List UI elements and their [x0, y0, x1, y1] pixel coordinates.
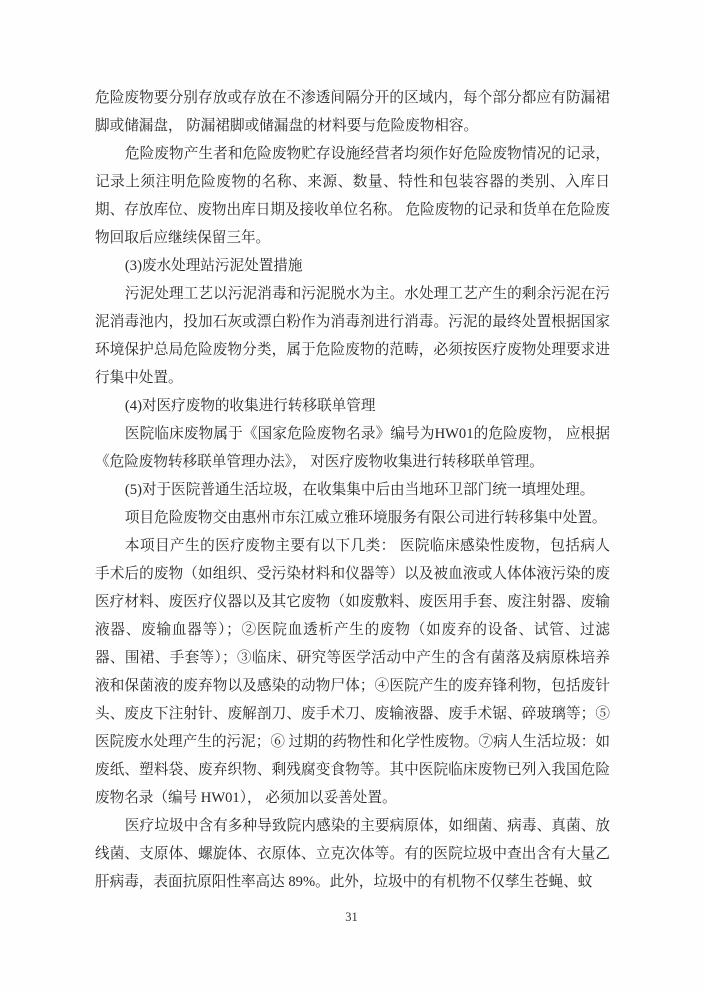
heading-sludge-disposal: (3)废水处理站污泥处置措施: [124, 258, 303, 274]
paragraph-domestic-garbage: (5)对于医院普通生活垃圾，在收集集中后由当地环卫部门统一填埋处理。: [124, 482, 595, 498]
paragraph-sludge-treatment: 污泥处理工艺以污泥消毒和污泥脱水为主。水处理工艺产生的剩余污泥在污泥消毒池内，投加石灰或漂白粉作为消毒剂进行消毒。污泥的最终处置根据国家环境保护总局危险废物分类，属于危险废物的范畴，必须按医疗废物处理要求进行集中处置。: [95, 286, 610, 386]
paragraph-record-keeping: 危险废物产生者和危险废物贮存设施经营者均须作好危险废物情况的记录，记录上须注明危险废物的名称、来源、数量、特性和包装容器的类别、入库日期、存放库位、废物出库日期及接收单位名称。 危险废物的记录和货单在危险废物回取后应继续保留三年。: [95, 146, 610, 246]
paragraph-hw01-manifest: 医院临床废物属于《国家危险废物名录》编号为HW01的危险废物， 应根据《危险废物转移联单管理办法》， 对医疗废物收集进行转移联单管理。: [95, 426, 610, 470]
paragraph-veolia-disposal: 项目危险废物交由惠州市东江威立雅环境服务有限公司进行转移集中处置。: [124, 510, 607, 526]
paragraph-pathogens: 医疗垃圾中含有多种导致院内感染的主要病原体，如细菌、病毒、真菌、放线菌、支原体、螺旋体、衣原体、立克次体等。有的医院垃圾中查出含有大量乙肝病毒，表面抗原阳性率高达 89%。此外，垃圾中的有机物不仅孳生苍蝇、蚊: [95, 818, 610, 890]
page-number: 31: [345, 910, 358, 924]
document-text-block: [95, 84, 610, 896]
paragraph-continuation: 危险废物要分别存放或存放在不渗透间隔分开的区域内，每个部分都应有防漏裙脚或储漏盘， 防漏裙脚或储漏盘的材料要与危险废物相容。: [95, 90, 610, 134]
paragraph-medical-waste-categories: 本项目产生的医疗废物主要有以下几类： 医院临床感染性废物，包括病人手术后的废物（如组织、受污染材料和仪器等）以及被血液或人体体液污染的废医疗材料、废医疗仪器以及其它废物（如废敷料、废医用手套、废注射器、废输液器、废输血器等）；②医院血透析产生的废物（如废弃的设备、试管、过滤器、围裙、手套等）；③临床、研究等医学活动中产生的含有菌落及病原株培养液和保菌液的废弃物以及感染的动物尸体；④医院产生的废弃锋利物，包括废针头、废皮下注射针、废解剖刀、废手术刀、废输液器、废手术锯、碎玻璃等；⑤医院废水处理产生的污泥；⑥ 过期的药物性和化学性废物。⑦病人生活垃圾：如废纸、塑料袋、废弃织物、剩残腐变食物等。其中医院临床废物已列入我国危险废物名录（编号 HW01）， 必须加以妥善处置。: [95, 538, 610, 806]
heading-transfer-manifest: (4)对医疗废物的收集进行转移联单管理: [124, 398, 376, 414]
